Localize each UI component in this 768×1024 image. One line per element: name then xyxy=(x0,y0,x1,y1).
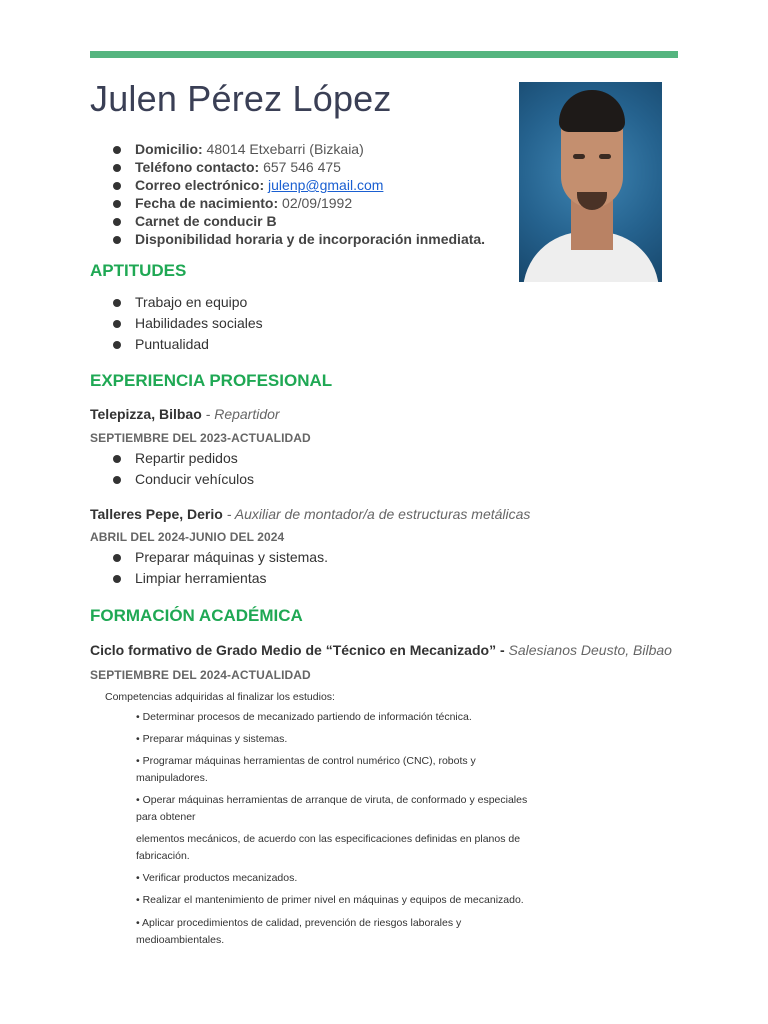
job-title: Telepizza, Bilbao - Repartidor xyxy=(90,406,280,422)
job-tasks xyxy=(90,547,328,589)
contact-availability: Disponibilidad horaria y de incorporación inmediata. xyxy=(90,230,485,248)
list-item: Habilidades sociales xyxy=(90,313,263,334)
contact-email: Correo electrónico: julenp@gmail.com xyxy=(90,176,485,194)
competency-line: para obtener xyxy=(136,811,196,823)
competency-line: • Programar máquinas herramientas de control numérico (CNC), robots y xyxy=(136,755,476,767)
competencies-intro: Competencias adquiridas al finalizar los estudios: xyxy=(105,691,335,703)
list-item: Preparar máquinas y sistemas. xyxy=(90,547,328,568)
contact-license: Carnet de conducir B xyxy=(90,212,485,230)
contact-phone: Teléfono contacto: 657 546 475 xyxy=(90,158,485,176)
competency-line: • Determinar procesos de mecanizado partiendo de información técnica. xyxy=(136,711,472,723)
competency-line: medioambientales. xyxy=(136,934,225,946)
contact-address: Domicilio: 48014 Etxebarri (Bizkaia) xyxy=(90,140,485,158)
top-accent-bar xyxy=(90,51,678,58)
competency-line: • Realizar el mantenimiento de primer nivel en máquinas y equipos de mecanizado. xyxy=(136,894,524,906)
section-title-experience: EXPERIENCIA PROFESIONAL xyxy=(90,371,333,390)
section-title-education: FORMACIÓN ACADÉMICA xyxy=(90,606,303,625)
job-tasks xyxy=(90,448,254,490)
degree-dates: SEPTIEMBRE DEL 2024-ACTUALIDAD xyxy=(90,668,311,682)
competency-line: • Preparar máquinas y sistemas. xyxy=(136,733,288,745)
competency-line: • Operar máquinas herramientas de arranque de viruta, de conformado y especiales xyxy=(136,794,528,806)
list-item: Limpiar herramientas xyxy=(90,568,328,589)
list-item: Repartir pedidos xyxy=(90,448,254,469)
job-dates: ABRIL DEL 2024-JUNIO DEL 2024 xyxy=(90,530,285,544)
email-link[interactable]: julenp@gmail.com xyxy=(268,177,384,193)
degree-title: Ciclo formativo de Grado Medio de “Técnico en Mecanizado” - Salesianos Deusto, Bilbao xyxy=(90,642,672,658)
competency-line: fabricación. xyxy=(136,850,190,862)
candidate-name: Julen Pérez López xyxy=(90,78,392,119)
competency-line: • Verificar productos mecanizados. xyxy=(136,872,298,884)
competency-line: elementos mecánicos, de acuerdo con las especificaciones definidas en planos de xyxy=(136,833,521,845)
contact-list xyxy=(90,140,485,248)
contact-birthdate: Fecha de nacimiento: 02/09/1992 xyxy=(90,194,485,212)
list-item: Trabajo en equipo xyxy=(90,292,263,313)
competency-line: • Aplicar procedimientos de calidad, prevención de riesgos laborales y xyxy=(136,917,462,929)
competency-line: manipuladores. xyxy=(136,772,208,784)
list-item: Puntualidad xyxy=(90,334,263,355)
section-title-aptitudes: APTITUDES xyxy=(90,261,187,280)
aptitudes-list xyxy=(90,292,263,355)
job-title: Talleres Pepe, Derio - Auxiliar de montador/a de estructuras metálicas xyxy=(90,506,531,522)
profile-photo xyxy=(519,82,662,282)
job-dates: SEPTIEMBRE DEL 2023-ACTUALIDAD xyxy=(90,431,311,445)
list-item: Conducir vehículos xyxy=(90,469,254,490)
